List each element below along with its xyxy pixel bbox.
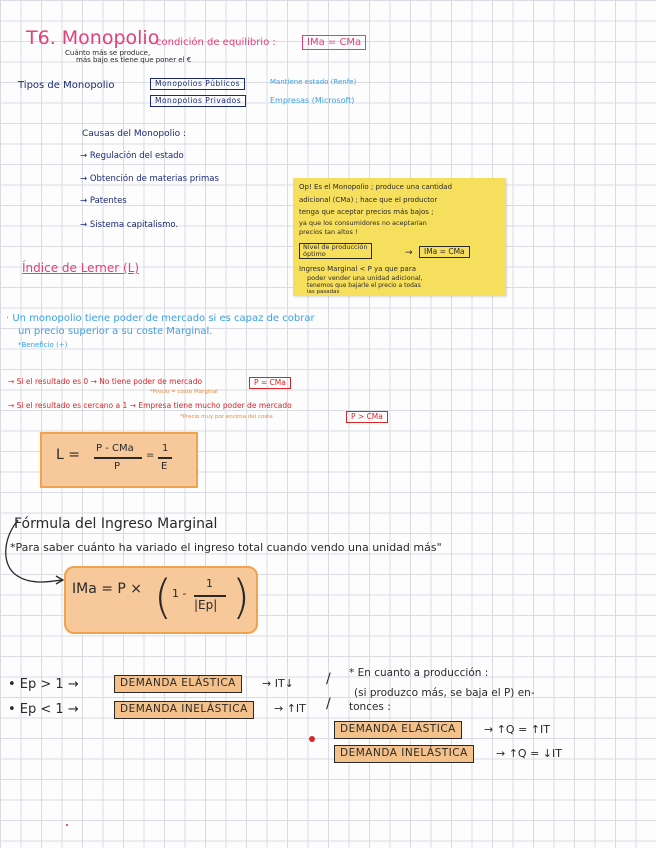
sticky-line: tenga que aceptar precios más bajos ; [299, 208, 434, 216]
elasticity-condition: • Ep > 1 → [8, 677, 79, 692]
sticky-equilibrium-box: IMa = CMa [419, 246, 470, 258]
red-dot-mark [309, 736, 315, 742]
sticky-line: ya que los consumidores no aceptarían [299, 219, 427, 227]
elastic-demand-box-2: DEMANDA ELÁSTICA [334, 721, 462, 739]
header-note-2: más bajo es tiene que poner el € [76, 56, 192, 64]
cause-item: → Sistema capitalismo. [80, 220, 179, 230]
lerner-result-1-box: P = CMa [249, 377, 291, 389]
production-result: → ↑Q = ↑IT [484, 723, 550, 736]
elasticity-result: → ↑IT [274, 702, 306, 715]
sticky-line: las pasadas [307, 289, 340, 295]
public-monopoly-desc: Mantiene estado (Renfe) [270, 78, 357, 86]
sticky-line: Op! Es el Monopolio ; produce una cantidad [299, 183, 453, 191]
divider-slash: / [326, 671, 331, 687]
sticky-line: tenemos que bajarle el precio a todas [307, 282, 421, 289]
lerner-title: Índice de Lerner (L) [22, 261, 140, 275]
elasticity-result: → IT↓ [262, 677, 294, 690]
formula-numerator: P - CMa [96, 443, 134, 454]
formula-numerator: 1 [206, 577, 213, 590]
sticky-line: Ingreso Marginal < P ya que para [299, 265, 417, 273]
production-note: (si produzco más, se baja el P) en- [354, 687, 535, 699]
paren-right-icon: ) [232, 570, 250, 624]
formula-one: 1 - [172, 587, 187, 600]
cause-item: → Patentes [80, 196, 127, 206]
formula-lhs: IMa = P × [72, 581, 143, 597]
page-title: T6. Monopolio [26, 27, 160, 49]
inelastic-demand-box-2: DEMANDA INELÁSTICA [334, 745, 474, 763]
marginal-title: Fórmula del Ingreso Marginal [14, 516, 218, 532]
elasticity-condition: • Ep < 1 → [8, 702, 79, 717]
lerner-note: *Beneficio (+) [18, 341, 68, 349]
divider-slash: / [326, 696, 331, 712]
lerner-line: · Un monopolio tiene poder de mercado si es capaz de cobrar [6, 313, 315, 324]
sticky-line: poder vender una unidad adicional, [307, 274, 423, 282]
bullet-arrow-icon: → [80, 151, 90, 161]
formula-lhs: L = [56, 447, 80, 463]
fraction-bar [194, 595, 226, 597]
sticky-line: precios tan altos ! [299, 228, 358, 236]
lerner-line: un precio superior a su coste Marginal. [18, 326, 213, 337]
public-monopoly-box: Monopolios Públicos [150, 78, 245, 90]
inelastic-demand-box: DEMANDA INELÁSTICA [114, 701, 254, 719]
paren-left-icon: ( [154, 570, 172, 624]
production-title: * En cuanto a producción : [349, 667, 489, 679]
arrow-right-icon: → [405, 248, 413, 258]
sticky-line: adicional (CMa) ; hace que el productor [299, 196, 438, 204]
marginal-formula-box [64, 566, 258, 634]
equilibrium-label: condición de equilibrio : [156, 37, 276, 48]
formula-denominator: |Ep| [194, 598, 218, 612]
production-note-2: tonces : [349, 701, 391, 713]
causes-title: Causas del Monopolio : [82, 129, 186, 139]
equilibrium-box: IMa = CMa [302, 35, 366, 50]
types-label: Tipos de Monopolio [18, 80, 115, 91]
lerner-result-2-sub: *Precio muy por encima del coste [180, 414, 273, 420]
formula-denominator: P [114, 461, 121, 472]
optimal-level-box: Nivel de producción óptimo [299, 243, 372, 259]
header-note: Cuánto más se produce, [65, 49, 151, 57]
lerner-result-2: → Si el resultado es cercano a 1 → Empresa tiene mucho poder de mercado [8, 401, 292, 410]
cause-item: → Regulación del estado [80, 151, 184, 161]
formula-right-numerator: 1 [162, 443, 169, 454]
private-monopoly-box: Monopolios Privados [150, 95, 246, 107]
bullet-arrow-icon: → [80, 174, 90, 184]
private-monopoly-desc: Empresas (Microsoft) [270, 96, 355, 105]
red-dot-mark [66, 824, 68, 826]
lerner-result-1: → Si el resultado es 0 → No tiene poder de mercado [8, 377, 203, 386]
marginal-quote: *Para saber cuánto ha variado el ingreso total cuando vendo una unidad más" [10, 541, 442, 554]
bullet-arrow-icon: → [80, 196, 90, 206]
lerner-result-1-sub: *Precio = coste Marginal [150, 389, 218, 395]
cause-item: → Obtención de materias primas [80, 174, 219, 184]
formula-equals: = [146, 450, 155, 461]
elastic-demand-box: DEMANDA ELÁSTICA [114, 675, 242, 693]
bullet-arrow-icon: → [80, 220, 90, 230]
production-result: → ↑Q = ↓IT [496, 747, 562, 760]
formula-right-denominator: E [161, 461, 168, 472]
lerner-result-2-box: P > CMa [346, 411, 388, 423]
